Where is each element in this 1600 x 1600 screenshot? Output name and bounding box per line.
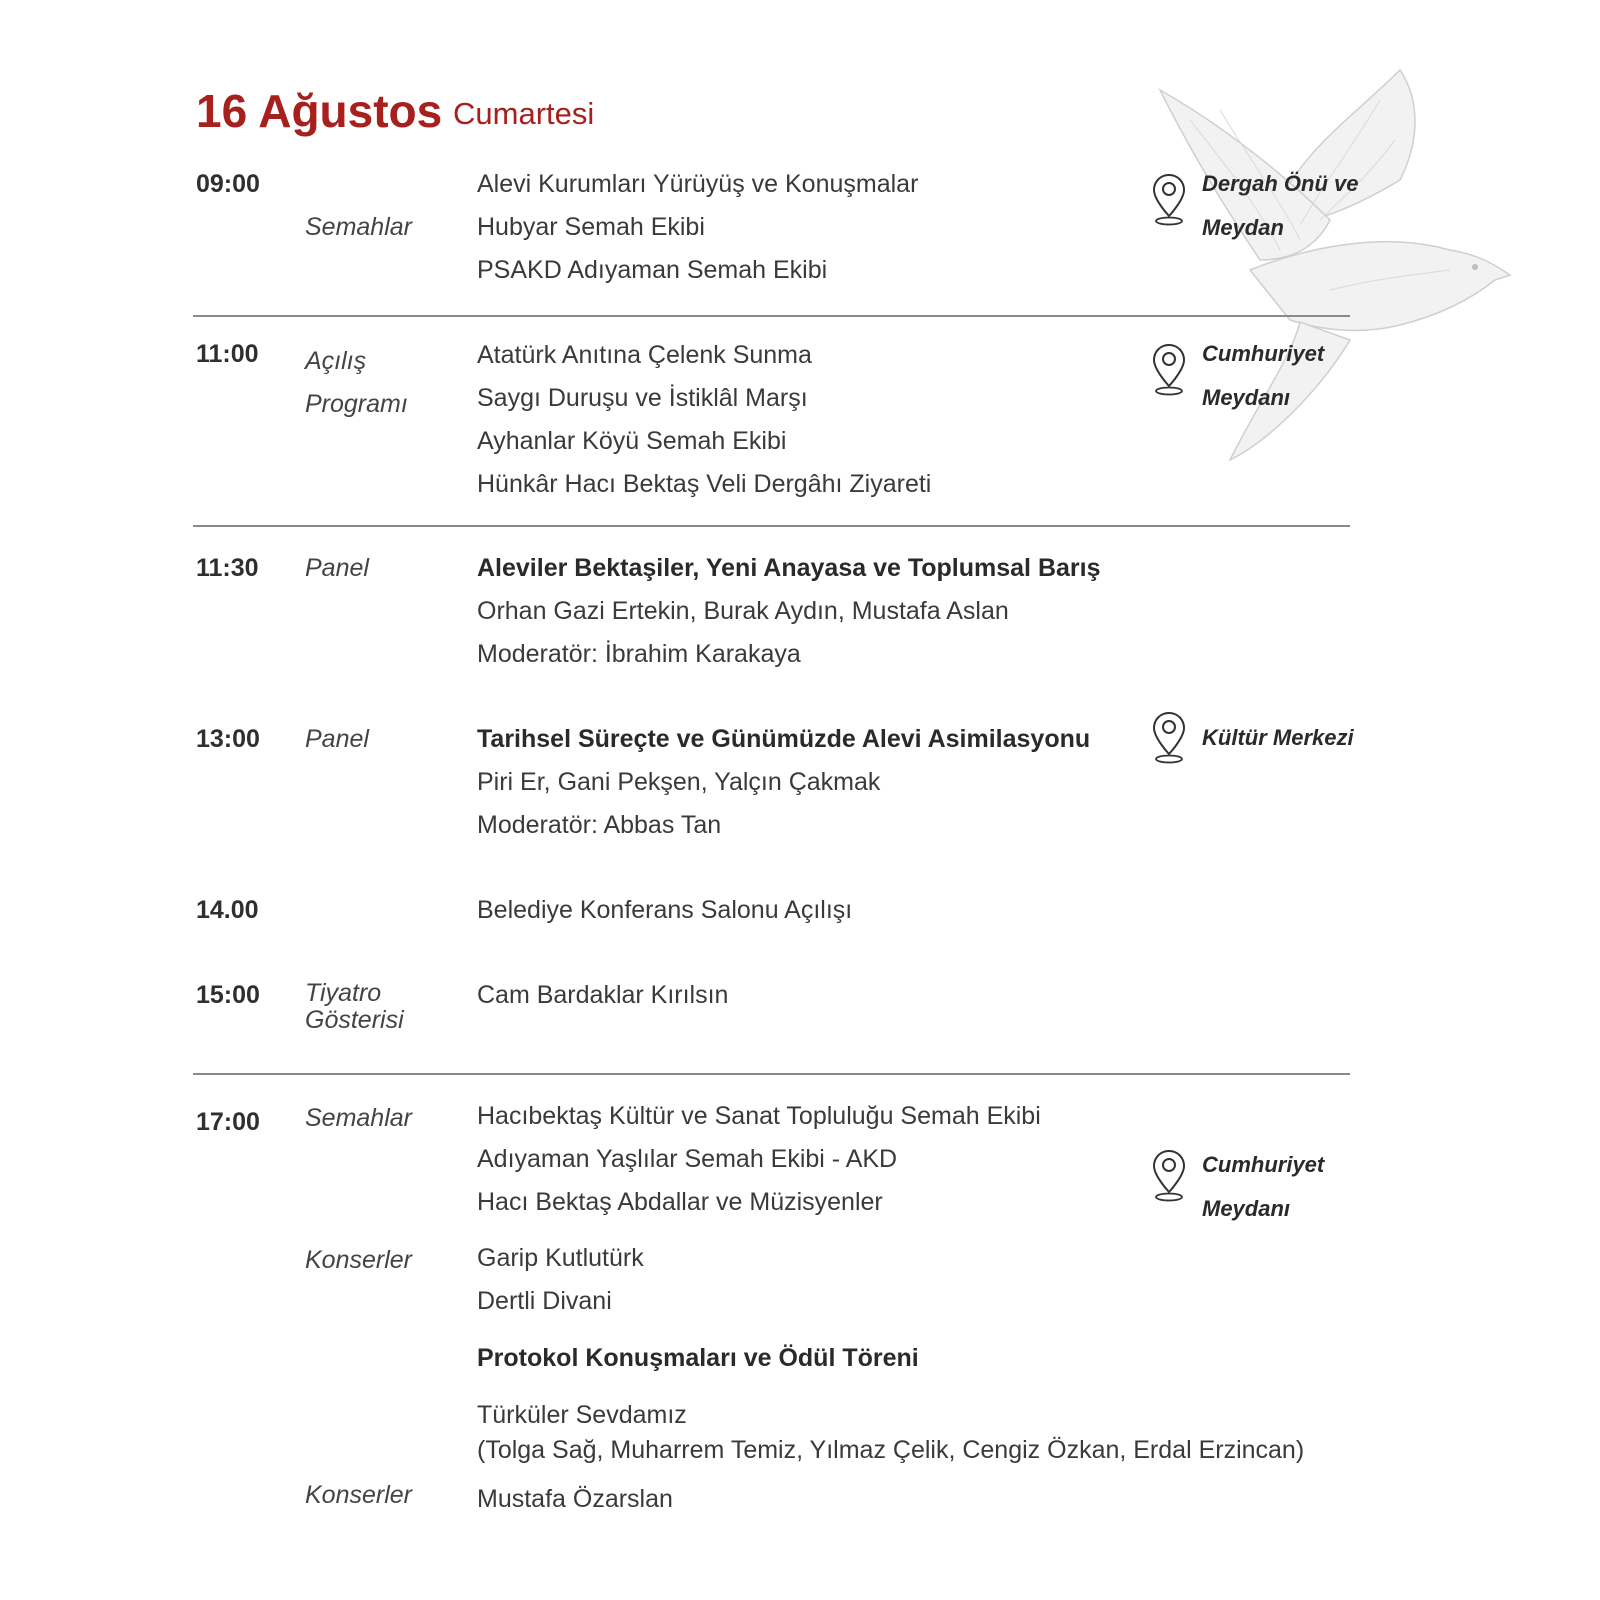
session-line: Ayhanlar Köyü Semah Ekibi: [477, 427, 787, 455]
session-line: Saygı Duruşu ve İstiklâl Marşı: [477, 384, 808, 412]
session-category: Açılış Programı: [305, 347, 408, 418]
session-line: Hubyar Semah Ekibi: [477, 213, 705, 241]
session-line: Hacıbektaş Kültür ve Sanat Topluluğu Semah Ekibi: [477, 1102, 1041, 1130]
session-time: 13:00: [196, 725, 260, 753]
session-time: 09:00: [196, 170, 260, 198]
weekday-heading: Cumartesi: [453, 96, 595, 131]
session-category: Semahlar: [305, 213, 412, 241]
concert-performer: Garip Kutlutürk: [477, 1244, 644, 1272]
session-category: Tiyatro Gösterisi: [305, 979, 404, 1034]
concert-performer: Mustafa Özarslan: [477, 1485, 673, 1513]
concert-performer: Dertli Divani: [477, 1287, 612, 1315]
session-time: 15:00: [196, 981, 260, 1009]
session-line: Cam Bardaklar Kırılsın: [477, 981, 729, 1009]
location-label: Cumhuriyet Meydanı: [1202, 341, 1325, 410]
protocol-title: Protokol Konuşmaları ve Ödül Töreni: [477, 1344, 919, 1372]
session-line: Orhan Gazi Ertekin, Burak Aydın, Mustafa Aslan: [477, 597, 1009, 625]
location-pin-icon: [1150, 342, 1188, 396]
location-label: Kültür Merkezi: [1202, 725, 1354, 750]
panel-title: Aleviler Bektaşiler, Yeni Anayasa ve Toplumsal Barış: [477, 554, 1101, 582]
session-line: Hünkâr Hacı Bektaş Veli Dergâhı Ziyareti: [477, 470, 932, 498]
date-heading: 16 Ağustos: [196, 85, 443, 137]
location-label: Cumhuriyet Meydanı: [1202, 1152, 1325, 1221]
concerts-category: Konserler: [305, 1246, 412, 1274]
session-line: Moderatör: İbrahim Karakaya: [477, 640, 801, 668]
session-time: 11:30: [196, 554, 259, 582]
session-time: 17:00: [196, 1108, 260, 1136]
location-pin-icon: [1150, 172, 1188, 226]
turkuler-performers: (Tolga Sağ, Muharrem Temiz, Yılmaz Çelik, Cengiz Özkan, Erdal Erzincan): [477, 1436, 1305, 1464]
session-category: Panel: [305, 554, 369, 582]
session-line: Hacı Bektaş Abdallar ve Müzisyenler: [477, 1188, 883, 1216]
session-line: Alevi Kurumları Yürüyüş ve Konuşmalar: [477, 170, 919, 198]
concerts-category: Konserler: [305, 1481, 412, 1509]
session-time: 14.00: [196, 896, 259, 924]
section-divider: [193, 525, 1350, 527]
session-line: Atatürk Anıtına Çelenk Sunma: [477, 341, 812, 369]
turkuler-title: Türküler Sevdamız: [477, 1401, 687, 1429]
section-divider: [193, 315, 1350, 317]
session-line: Belediye Konferans Salonu Açılışı: [477, 896, 853, 924]
location-pin-icon: [1150, 710, 1188, 764]
session-line: Adıyaman Yaşlılar Semah Ekibi - AKD: [477, 1145, 898, 1173]
session-time: 11:00: [196, 340, 259, 368]
location-label: Dergah Önü ve Meydan: [1202, 171, 1359, 240]
location-pin-icon: [1150, 1148, 1188, 1202]
session-category: Panel: [305, 725, 369, 753]
session-category: Semahlar: [305, 1104, 412, 1132]
section-divider: [193, 1073, 1350, 1075]
panel-title: Tarihsel Süreçte ve Günümüzde Alevi Asimilasyonu: [477, 725, 1091, 753]
session-line: PSAKD Adıyaman Semah Ekibi: [477, 256, 828, 284]
session-line: Moderatör: Abbas Tan: [477, 811, 722, 839]
session-line: Piri Er, Gani Pekşen, Yalçın Çakmak: [477, 768, 881, 796]
